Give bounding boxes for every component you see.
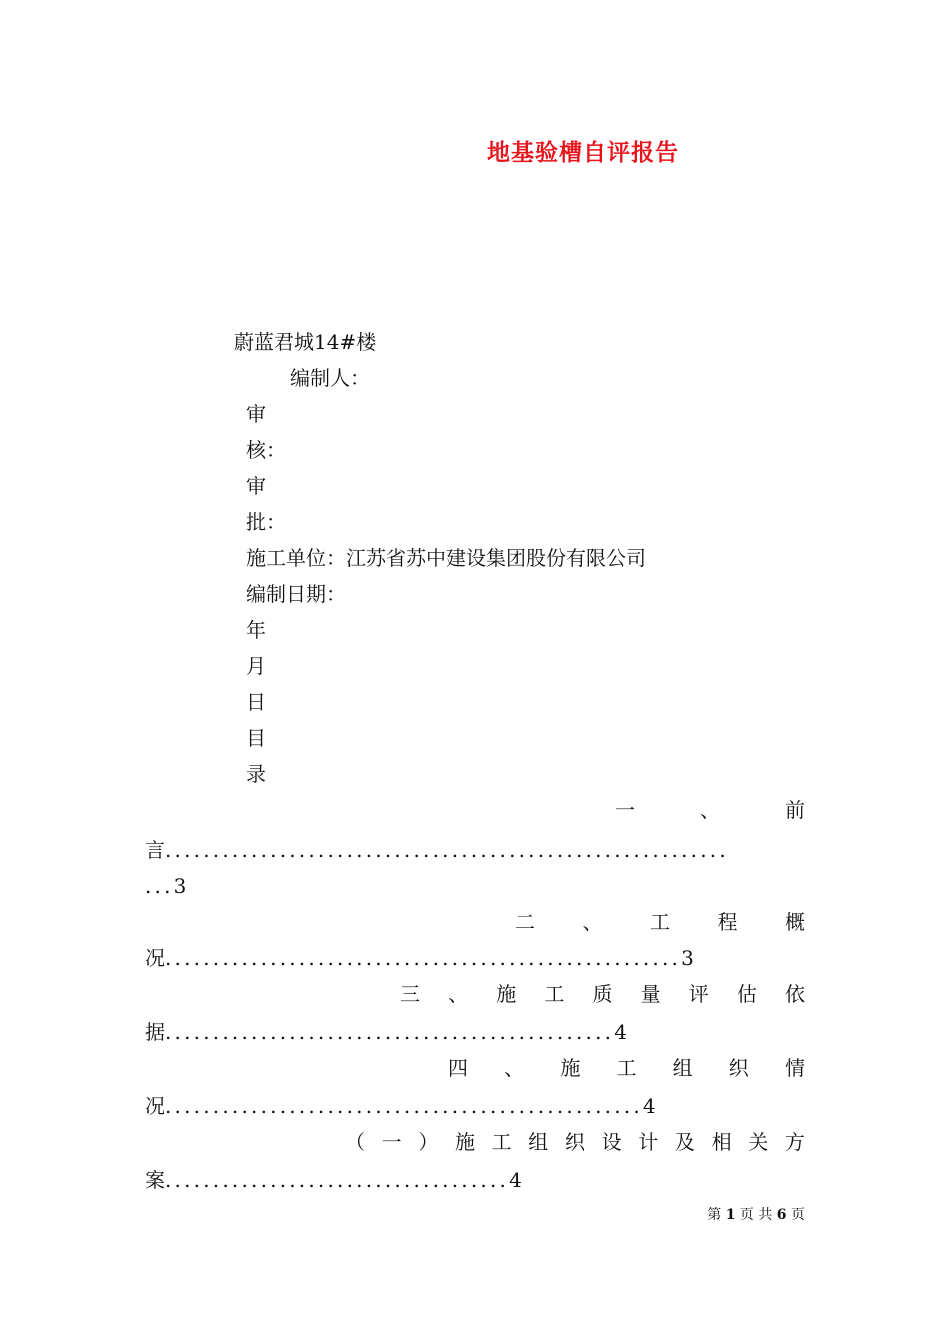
review-label-1: 审	[246, 402, 266, 426]
footer-suffix: 页	[791, 1207, 805, 1223]
toc-entry-wrap: ...3	[145, 874, 190, 898]
approve-label-1: 审	[246, 474, 266, 498]
toc-char: 工	[491, 1130, 512, 1154]
toc-char: 关	[748, 1130, 769, 1154]
toc-entry-label: 案	[145, 1168, 165, 1192]
toc-char: 及	[674, 1130, 695, 1154]
year-label: 年	[246, 618, 266, 642]
toc-char: 织	[564, 1130, 585, 1154]
toc-entry-label: 况	[145, 1094, 165, 1118]
toc-char: 依	[785, 982, 805, 1006]
toc-char: 、	[448, 982, 469, 1006]
toc-char: 设	[601, 1130, 622, 1154]
review-label-2: 核：	[246, 438, 286, 462]
approve-label-2: 批：	[246, 510, 286, 534]
toc-dots: ..................................................	[165, 1094, 643, 1118]
toc-page-number: 4	[509, 1168, 522, 1192]
toc-page-number: 3	[681, 946, 694, 970]
toc-entry-leader	[145, 1168, 605, 1192]
toc-char: 组	[672, 1056, 693, 1080]
toc-entry-leader	[145, 1094, 785, 1118]
toc-char: 施	[560, 1056, 581, 1080]
toc-entry-head	[448, 1056, 805, 1080]
toc-char: 工	[616, 1056, 637, 1080]
toc-heading-1: 目	[246, 726, 266, 750]
toc-char: 、	[700, 798, 720, 822]
toc-char: 组	[528, 1130, 549, 1154]
footer-current-page: 1	[725, 1207, 736, 1223]
toc-entry-leader	[145, 946, 807, 970]
document-title: 地基验槽自评报告	[487, 139, 679, 166]
toc-entry-label: 据	[145, 1020, 165, 1044]
compiler-label: 编制人：	[290, 366, 370, 390]
toc-char: 施	[454, 1130, 475, 1154]
toc-dots: ...........................................................	[165, 838, 729, 862]
toc-char: 工	[650, 910, 670, 934]
toc-char: 质	[592, 982, 613, 1006]
month-label: 月	[246, 654, 266, 678]
toc-char: 相	[711, 1130, 732, 1154]
toc-char: 概	[785, 910, 805, 934]
toc-char: 情	[784, 1056, 805, 1080]
toc-char: 评	[688, 982, 709, 1006]
toc-char: 量	[640, 982, 661, 1006]
toc-entry-head	[615, 798, 805, 822]
toc-char: 工	[544, 982, 565, 1006]
project-name: 蔚蓝君城14#楼	[234, 330, 377, 354]
toc-char: 四	[448, 1056, 468, 1080]
toc-char: 计	[638, 1130, 659, 1154]
toc-entry-label: 况	[145, 946, 165, 970]
page-footer	[707, 1204, 805, 1224]
toc-char: 一	[381, 1130, 402, 1154]
footer-total-pages: 6	[776, 1207, 787, 1223]
toc-char: 二	[515, 910, 535, 934]
toc-char: 织	[728, 1056, 749, 1080]
toc-entry-leader	[145, 838, 807, 862]
toc-entry-head	[515, 910, 805, 934]
toc-entry-label: 言	[145, 838, 165, 862]
toc-char: 施	[496, 982, 517, 1006]
toc-entry-leader	[145, 1020, 765, 1044]
toc-char: 一	[615, 798, 635, 822]
toc-entry-head	[345, 1130, 805, 1154]
construction-unit: 施工单位：江苏省苏中建设集团股份有限公司	[246, 546, 646, 570]
footer-mid: 页 共	[739, 1207, 773, 1223]
toc-page-number: 4	[642, 1094, 656, 1118]
toc-dots: ...............................................	[165, 1020, 615, 1044]
footer-prefix: 第	[707, 1207, 722, 1223]
toc-char: 、	[582, 910, 603, 934]
toc-char: 三	[400, 982, 420, 1006]
day-label: 日	[246, 690, 266, 714]
toc-char: （	[345, 1130, 365, 1154]
toc-char: 方	[784, 1130, 805, 1154]
toc-char: 程	[717, 910, 738, 934]
date-label: 编制日期：	[246, 582, 346, 606]
toc-char: 前	[785, 798, 805, 822]
toc-page-number: 4	[614, 1020, 627, 1044]
toc-dots: ....................................	[165, 1168, 510, 1192]
toc-char: ）	[418, 1130, 439, 1154]
toc-entry-head	[400, 982, 805, 1006]
toc-char: 估	[736, 982, 757, 1006]
toc-dots: ......................................................	[165, 946, 682, 970]
toc-heading-2: 录	[246, 762, 266, 786]
toc-char: 、	[504, 1056, 525, 1080]
